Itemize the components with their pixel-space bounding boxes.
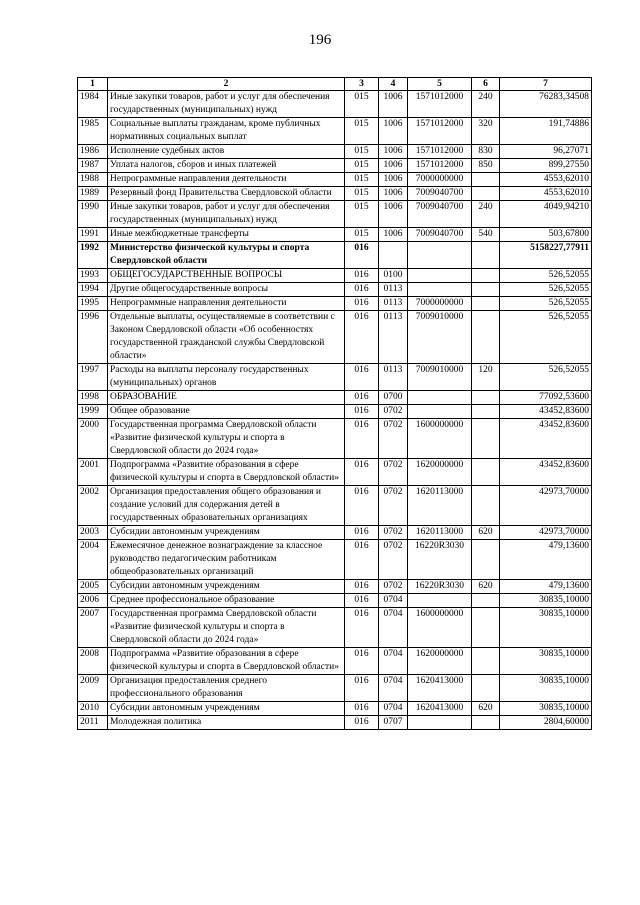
row-number-cell: 2006 <box>78 594 108 608</box>
target-code-cell: 1620000000 <box>408 459 472 486</box>
table-row <box>78 405 592 419</box>
row-name-cell: Государственная программа Свердловской области «Развитие физической культуры и спорта в Свердловской области до 2024 года» <box>108 419 345 459</box>
target-code-cell <box>408 242 472 269</box>
expense-type-cell: 240 <box>472 201 500 228</box>
target-code-cell: 1600000000 <box>408 608 472 648</box>
section-code-cell: 1006 <box>379 228 408 242</box>
amount-cell: 43452,83600 <box>500 405 592 419</box>
target-code-cell <box>408 269 472 283</box>
row-name-cell: Социальные выплаты гражданам, кроме публичных нормативных социальных выплат <box>108 118 345 145</box>
expense-type-cell <box>472 311 500 364</box>
expense-type-cell <box>472 594 500 608</box>
page-number: 196 <box>308 32 332 48</box>
admin-code-cell: 016 <box>345 716 379 730</box>
amount-cell: 191,74886 <box>500 118 592 145</box>
table-row <box>78 145 592 159</box>
section-code-cell: 0702 <box>379 540 408 580</box>
expense-type-cell <box>472 675 500 702</box>
row-name-cell: Иные закупки товаров, работ и услуг для обеспечения государственных (муниципальных) нужд <box>108 91 345 118</box>
row-name-cell: Ежемесячное денежное вознаграждение за классное руководство педагогическим работникам общеобразовательных организаций <box>108 540 345 580</box>
row-number-cell: 1996 <box>78 311 108 364</box>
amount-cell: 5158227,77911 <box>500 242 592 269</box>
section-code-cell: 0702 <box>379 419 408 459</box>
section-code-cell: 0704 <box>379 675 408 702</box>
expense-type-cell: 540 <box>472 228 500 242</box>
expense-type-cell <box>472 716 500 730</box>
row-name-cell: Другие общегосударственные вопросы <box>108 283 345 297</box>
section-code-cell: 0113 <box>379 283 408 297</box>
amount-cell: 526,52055 <box>500 297 592 311</box>
target-code-cell: 1571012000 <box>408 118 472 145</box>
expense-type-cell: 320 <box>472 118 500 145</box>
amount-cell: 30835,10000 <box>500 594 592 608</box>
row-number-cell: 1991 <box>78 228 108 242</box>
admin-code-cell: 015 <box>345 228 379 242</box>
row-number-cell: 1995 <box>78 297 108 311</box>
expense-type-cell <box>472 419 500 459</box>
row-name-cell: Расходы на выплаты персоналу государственных (муниципальных) органов <box>108 364 345 391</box>
amount-cell: 42973,70000 <box>500 526 592 540</box>
admin-code-cell: 016 <box>345 269 379 283</box>
amount-cell: 4553,62010 <box>500 187 592 201</box>
target-code-cell: 1600000000 <box>408 419 472 459</box>
target-code-cell: 7009040700 <box>408 187 472 201</box>
expense-type-cell: 850 <box>472 159 500 173</box>
expense-type-cell: 620 <box>472 702 500 716</box>
row-name-cell: ОБРАЗОВАНИЕ <box>108 391 345 405</box>
table-row <box>78 419 592 459</box>
row-number-cell: 1984 <box>78 91 108 118</box>
row-number-cell: 2007 <box>78 608 108 648</box>
target-code-cell <box>408 594 472 608</box>
row-name-cell: Министерство физической культуры и спорта Свердловской области <box>108 242 345 269</box>
table-row <box>78 580 592 594</box>
admin-code-cell: 016 <box>345 702 379 716</box>
amount-cell: 30835,10000 <box>500 675 592 702</box>
row-name-cell: Иные закупки товаров, работ и услуг для обеспечения государственных (муниципальных) нужд <box>108 201 345 228</box>
row-number-cell: 1986 <box>78 145 108 159</box>
row-number-cell: 1997 <box>78 364 108 391</box>
admin-code-cell: 016 <box>345 594 379 608</box>
column-header: 4 <box>379 78 408 91</box>
amount-cell: 526,52055 <box>500 311 592 364</box>
expense-type-cell <box>472 173 500 187</box>
admin-code-cell: 016 <box>345 459 379 486</box>
row-number-cell: 2011 <box>78 716 108 730</box>
expense-type-cell <box>472 297 500 311</box>
row-number-cell: 2002 <box>78 486 108 526</box>
target-code-cell: 7009010000 <box>408 311 472 364</box>
expense-type-cell: 830 <box>472 145 500 159</box>
expense-type-cell <box>472 648 500 675</box>
admin-code-cell: 015 <box>345 159 379 173</box>
target-code-cell <box>408 405 472 419</box>
row-number-cell: 2001 <box>78 459 108 486</box>
row-number-cell: 1989 <box>78 187 108 201</box>
budget-table <box>77 77 592 730</box>
target-code-cell: 1620113000 <box>408 526 472 540</box>
row-number-cell: 2004 <box>78 540 108 580</box>
section-code-cell: 0704 <box>379 702 408 716</box>
row-number-cell: 1985 <box>78 118 108 145</box>
admin-code-cell: 016 <box>345 297 379 311</box>
row-name-cell: Иные межбюджетные трансферты <box>108 228 345 242</box>
row-number-cell: 1993 <box>78 269 108 283</box>
table-row <box>78 675 592 702</box>
section-code-cell: 1006 <box>379 118 408 145</box>
admin-code-cell: 016 <box>345 526 379 540</box>
expense-type-cell <box>472 187 500 201</box>
admin-code-cell: 015 <box>345 173 379 187</box>
target-code-cell: 1620113000 <box>408 486 472 526</box>
amount-cell: 503,67800 <box>500 228 592 242</box>
section-code-cell: 0702 <box>379 486 408 526</box>
row-number-cell: 2010 <box>78 702 108 716</box>
section-code-cell: 1006 <box>379 145 408 159</box>
amount-cell: 4049,94210 <box>500 201 592 228</box>
target-code-cell: 1571012000 <box>408 159 472 173</box>
column-header: 6 <box>472 78 500 91</box>
row-name-cell: Общее образование <box>108 405 345 419</box>
section-code-cell: 0100 <box>379 269 408 283</box>
row-number-cell: 2003 <box>78 526 108 540</box>
table-row <box>78 594 592 608</box>
target-code-cell: 7009010000 <box>408 364 472 391</box>
target-code-cell: 7000000000 <box>408 297 472 311</box>
admin-code-cell: 016 <box>345 311 379 364</box>
table-row <box>78 228 592 242</box>
expense-type-cell <box>472 608 500 648</box>
admin-code-cell: 016 <box>345 364 379 391</box>
table-row <box>78 283 592 297</box>
table-row <box>78 486 592 526</box>
amount-cell: 43452,83600 <box>500 459 592 486</box>
admin-code-cell: 016 <box>345 540 379 580</box>
row-number-cell: 2000 <box>78 419 108 459</box>
section-code-cell: 0700 <box>379 391 408 405</box>
row-name-cell: Резервный фонд Правительства Свердловской области <box>108 187 345 201</box>
admin-code-cell: 016 <box>345 391 379 405</box>
row-number-cell: 1988 <box>78 173 108 187</box>
column-header: 3 <box>345 78 379 91</box>
section-code-cell: 0702 <box>379 405 408 419</box>
expense-type-cell <box>472 405 500 419</box>
row-name-cell: Подпрограмма «Развитие образования в сфере физической культуры и спорта в Свердловской области» <box>108 648 345 675</box>
table-row <box>78 173 592 187</box>
target-code-cell: 1571012000 <box>408 91 472 118</box>
section-code-cell: 0702 <box>379 459 408 486</box>
amount-cell: 479,13600 <box>500 580 592 594</box>
row-name-cell: Непрограммные направления деятельности <box>108 297 345 311</box>
section-code-cell: 1006 <box>379 187 408 201</box>
admin-code-cell: 015 <box>345 201 379 228</box>
amount-cell: 526,52055 <box>500 283 592 297</box>
table-row <box>78 201 592 228</box>
row-number-cell: 2009 <box>78 675 108 702</box>
row-name-cell: Организация предоставления среднего профессионального образования <box>108 675 345 702</box>
section-code-cell: 0704 <box>379 648 408 675</box>
amount-cell: 96,27071 <box>500 145 592 159</box>
section-code-cell: 0113 <box>379 364 408 391</box>
column-header: 1 <box>78 78 108 91</box>
column-header: 7 <box>500 78 592 91</box>
row-name-cell: Молодежная политика <box>108 716 345 730</box>
amount-cell: 2804,60000 <box>500 716 592 730</box>
expense-type-cell <box>472 459 500 486</box>
target-code-cell: 7009040700 <box>408 228 472 242</box>
amount-cell: 76283,34508 <box>500 91 592 118</box>
table-row <box>78 364 592 391</box>
admin-code-cell: 016 <box>345 405 379 419</box>
section-code-cell: 0707 <box>379 716 408 730</box>
row-number-cell: 1987 <box>78 159 108 173</box>
table-row <box>78 648 592 675</box>
row-name-cell: Среднее профессиональное образование <box>108 594 345 608</box>
section-code-cell: 0704 <box>379 594 408 608</box>
target-code-cell: 1571012000 <box>408 145 472 159</box>
target-code-cell: 7009040700 <box>408 201 472 228</box>
column-header: 2 <box>108 78 345 91</box>
expense-type-cell <box>472 283 500 297</box>
row-name-cell: Субсидии автономным учреждениям <box>108 526 345 540</box>
target-code-cell: 1620413000 <box>408 675 472 702</box>
row-name-cell: Подпрограмма «Развитие образования в сфере физической культуры и спорта в Свердловской области» <box>108 459 345 486</box>
table-row <box>78 118 592 145</box>
table-row <box>78 391 592 405</box>
row-number-cell: 1992 <box>78 242 108 269</box>
expense-type-cell: 620 <box>472 580 500 594</box>
amount-cell: 42973,70000 <box>500 486 592 526</box>
amount-cell: 526,52055 <box>500 269 592 283</box>
admin-code-cell: 016 <box>345 486 379 526</box>
admin-code-cell: 016 <box>345 580 379 594</box>
expense-type-cell: 620 <box>472 526 500 540</box>
target-code-cell: 16220R3030 <box>408 580 472 594</box>
expense-type-cell <box>472 486 500 526</box>
section-code-cell <box>379 242 408 269</box>
section-code-cell: 1006 <box>379 159 408 173</box>
column-header: 5 <box>408 78 472 91</box>
target-code-cell <box>408 283 472 297</box>
admin-code-cell: 015 <box>345 91 379 118</box>
amount-cell: 77092,53600 <box>500 391 592 405</box>
expense-type-cell <box>472 242 500 269</box>
target-code-cell <box>408 391 472 405</box>
table-row <box>78 187 592 201</box>
table-row <box>78 716 592 730</box>
table-header-row <box>78 78 592 91</box>
admin-code-cell: 016 <box>345 242 379 269</box>
table-row <box>78 297 592 311</box>
row-number-cell: 2005 <box>78 580 108 594</box>
section-code-cell: 0704 <box>379 608 408 648</box>
table-row <box>78 702 592 716</box>
row-name-cell: Государственная программа Свердловской области «Развитие физической культуры и спорта в Свердловской области до 2024 года» <box>108 608 345 648</box>
amount-cell: 30835,10000 <box>500 608 592 648</box>
row-number-cell: 1990 <box>78 201 108 228</box>
amount-cell: 899,27550 <box>500 159 592 173</box>
row-name-cell: Уплата налогов, сборов и иных платежей <box>108 159 345 173</box>
table-row <box>78 608 592 648</box>
row-number-cell: 1999 <box>78 405 108 419</box>
amount-cell: 43452,83600 <box>500 419 592 459</box>
section-code-cell: 1006 <box>379 173 408 187</box>
target-code-cell: 1620000000 <box>408 648 472 675</box>
table-row <box>78 242 592 269</box>
table-row <box>78 459 592 486</box>
admin-code-cell: 015 <box>345 118 379 145</box>
admin-code-cell: 016 <box>345 648 379 675</box>
expense-type-cell <box>472 540 500 580</box>
amount-cell: 4553,62010 <box>500 173 592 187</box>
expense-type-cell <box>472 269 500 283</box>
expense-type-cell: 120 <box>472 364 500 391</box>
row-name-cell: ОБЩЕГОСУДАРСТВЕННЫЕ ВОПРОСЫ <box>108 269 345 283</box>
table-row <box>78 159 592 173</box>
expense-type-cell <box>472 391 500 405</box>
table-row <box>78 526 592 540</box>
section-code-cell: 0702 <box>379 580 408 594</box>
row-number-cell: 1994 <box>78 283 108 297</box>
admin-code-cell: 016 <box>345 675 379 702</box>
target-code-cell: 7000000000 <box>408 173 472 187</box>
table-row <box>78 540 592 580</box>
table-row <box>78 269 592 283</box>
table-row <box>78 311 592 364</box>
row-name-cell: Субсидии автономным учреждениям <box>108 702 345 716</box>
table-body <box>78 91 592 730</box>
row-name-cell: Организация предоставления общего образования и создание условий для содержания детей в государственных образовательных организациях <box>108 486 345 526</box>
section-code-cell: 0702 <box>379 526 408 540</box>
amount-cell: 30835,10000 <box>500 702 592 716</box>
amount-cell: 30835,10000 <box>500 648 592 675</box>
section-code-cell: 0113 <box>379 311 408 364</box>
row-number-cell: 1998 <box>78 391 108 405</box>
target-code-cell: 1620413000 <box>408 702 472 716</box>
amount-cell: 526,52055 <box>500 364 592 391</box>
admin-code-cell: 016 <box>345 419 379 459</box>
target-code-cell <box>408 716 472 730</box>
section-code-cell: 1006 <box>379 201 408 228</box>
target-code-cell: 16220R3030 <box>408 540 472 580</box>
admin-code-cell: 015 <box>345 187 379 201</box>
admin-code-cell: 016 <box>345 608 379 648</box>
row-number-cell: 2008 <box>78 648 108 675</box>
row-name-cell: Субсидии автономным учреждениям <box>108 580 345 594</box>
row-name-cell: Непрограммные направления деятельности <box>108 173 345 187</box>
section-code-cell: 1006 <box>379 91 408 118</box>
admin-code-cell: 016 <box>345 283 379 297</box>
expense-type-cell: 240 <box>472 91 500 118</box>
row-name-cell: Исполнение судебных актов <box>108 145 345 159</box>
section-code-cell: 0113 <box>379 297 408 311</box>
row-name-cell: Отдельные выплаты, осуществляемые в соответствии с Законом Свердловской области «Об особенностях государственной гражданской службы Свердловской области» <box>108 311 345 364</box>
amount-cell: 479,13600 <box>500 540 592 580</box>
admin-code-cell: 015 <box>345 145 379 159</box>
table-row <box>78 91 592 118</box>
